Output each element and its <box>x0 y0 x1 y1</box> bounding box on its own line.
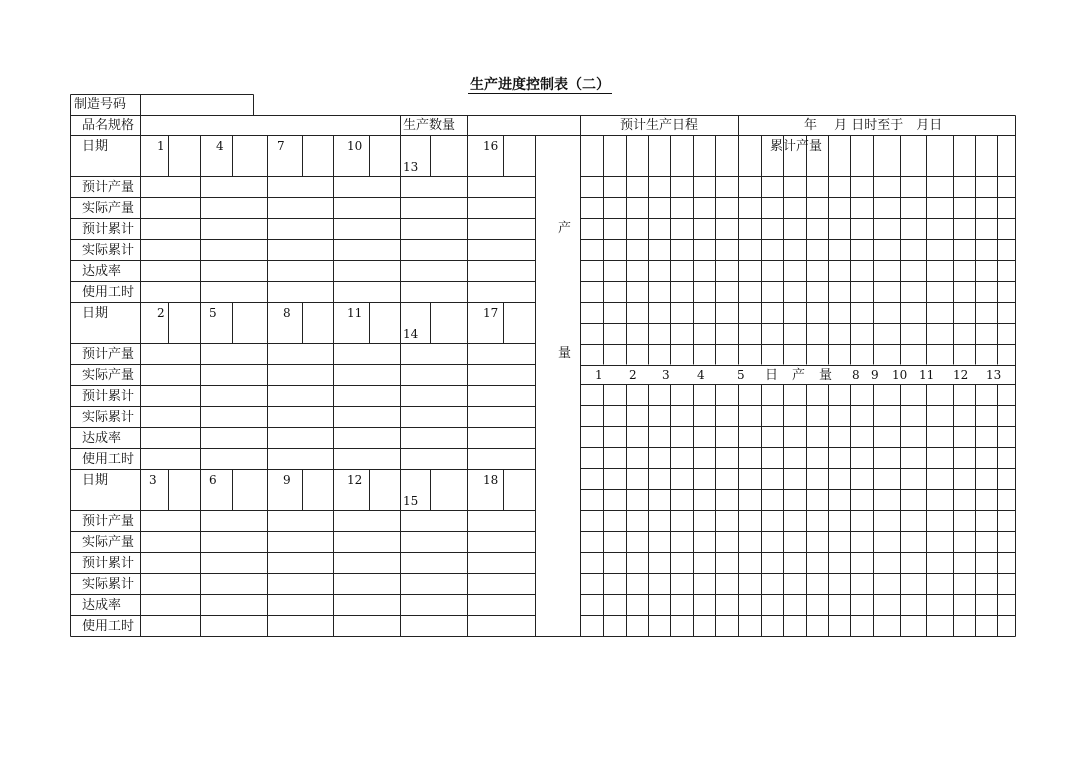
axis-day: 4 <box>697 368 705 382</box>
axis-day: 8 <box>852 368 860 382</box>
day-number: 5 <box>209 306 217 320</box>
axis-day: 10 <box>892 368 908 382</box>
daily-output-label-2: 产 <box>792 368 806 383</box>
day-number: 13 <box>403 160 419 174</box>
axis-day: 9 <box>871 368 879 382</box>
date-label: 日期 <box>82 139 109 154</box>
day-number: 10 <box>347 139 363 153</box>
production-qty-label: 生产数量 <box>403 118 456 133</box>
row-label: 实际产量 <box>82 368 135 383</box>
row-label: 达成率 <box>82 264 122 279</box>
axis-day: 3 <box>662 368 670 382</box>
day-number: 15 <box>403 494 419 508</box>
row-label: 预计累计 <box>82 556 135 571</box>
day-number: 17 <box>483 306 499 320</box>
row-label: 使用工时 <box>82 619 135 634</box>
row-label: 实际累计 <box>82 410 135 425</box>
day-number: 11 <box>347 306 363 320</box>
day-number: 7 <box>277 139 285 153</box>
daily-output-label-3: 量 <box>819 368 833 383</box>
planned-schedule-label: 预计生产日程 <box>620 118 699 133</box>
day-number: 12 <box>347 473 363 487</box>
row-label: 实际产量 <box>82 535 135 550</box>
product-spec-label: 品名规格 <box>82 118 135 133</box>
day-number: 9 <box>283 473 291 487</box>
row-label: 使用工时 <box>82 452 135 467</box>
row-label: 实际累计 <box>82 243 135 258</box>
day-number: 2 <box>157 306 165 320</box>
day-number: 8 <box>283 306 291 320</box>
day-number: 14 <box>403 327 419 341</box>
axis-day: 12 <box>953 368 969 382</box>
page-title: 生产进度控制表（二） <box>470 77 610 93</box>
output-label-2: 量 <box>558 346 572 361</box>
day-number: 6 <box>209 473 217 487</box>
row-label: 预计产量 <box>82 347 135 362</box>
row-label: 达成率 <box>82 598 122 613</box>
day-number: 18 <box>483 473 499 487</box>
axis-day: 2 <box>629 368 637 382</box>
row-label: 实际累计 <box>82 577 135 592</box>
date-range-label: 年 月 日时至于 月日 <box>804 118 943 133</box>
row-label: 实际产量 <box>82 201 135 216</box>
axis-day: 11 <box>919 368 935 382</box>
day-number: 1 <box>157 139 165 153</box>
date-label: 日期 <box>82 473 109 488</box>
axis-day: 5 <box>737 368 745 382</box>
row-label: 预计累计 <box>82 222 135 237</box>
day-number: 4 <box>216 139 224 153</box>
row-label: 预计产量 <box>82 514 135 529</box>
row-label: 使用工时 <box>82 285 135 300</box>
day-number: 16 <box>483 139 499 153</box>
row-label: 达成率 <box>82 431 122 446</box>
axis-day: 13 <box>986 368 1002 382</box>
mfg-no-label: 制造号码 <box>74 97 127 112</box>
row-label: 预计累计 <box>82 389 135 404</box>
row-label: 预计产量 <box>82 180 135 195</box>
daily-output-label-1: 日 <box>765 368 779 383</box>
day-number: 3 <box>149 473 157 487</box>
axis-day: 1 <box>595 368 603 382</box>
date-label: 日期 <box>82 306 109 321</box>
output-label-1: 产 <box>558 221 572 236</box>
cumulative-output-label: 累计产量 <box>770 139 823 154</box>
